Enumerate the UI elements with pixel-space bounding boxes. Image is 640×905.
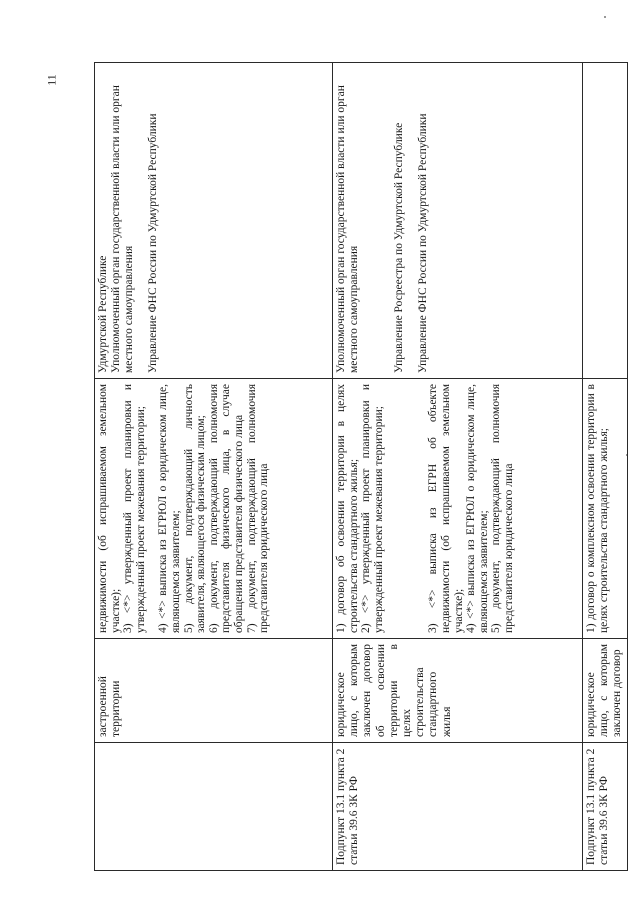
applicant-text: юридическое лицо, с которым заключен договор об освоении территории в целях строительства стандартного жилья xyxy=(335,644,453,737)
documents-table xyxy=(94,62,628,871)
documents-cell xyxy=(583,379,628,639)
sources-cell xyxy=(583,63,628,379)
document-item: недвижимости (об испрашиваемом земельном участке); xyxy=(97,384,122,633)
source-item: Удмуртской Республике xyxy=(97,255,109,373)
document-item: 6) документ, подтверждающий полномочия представителя физического лица, в случае обращения представителя физического лица xyxy=(207,384,245,633)
sources-cell xyxy=(333,63,583,379)
spacer xyxy=(407,68,417,373)
applicant-cell xyxy=(333,639,583,743)
scan-speck xyxy=(604,16,606,18)
page-number-text: 11 xyxy=(44,74,59,86)
source-item: Управление ФНС России по Удмуртской Республики xyxy=(146,113,159,373)
applicant-text: застроенной территории xyxy=(97,676,123,737)
basis-cell xyxy=(333,743,583,871)
document-item: 4) <*> выписка из ЕГРЮЛ о юридическом лице, являющемся заявителем; xyxy=(157,384,182,633)
document-item: 4) <*> выписка из ЕГРЮЛ о юридическом лице, являющемся заявителем; xyxy=(465,384,490,633)
source-item: Уполномоченный орган государственной власти или орган местного самоуправления xyxy=(110,85,136,373)
document-item: 1) договор о комплексном освоении территории в целях строительства стандартного жилья; xyxy=(585,384,610,633)
document-item: 5) документ, подтверждающий личность заявителя, являющегося физическим лицом; xyxy=(182,384,208,633)
spacer xyxy=(147,384,157,633)
table-row xyxy=(333,63,583,871)
applicant-text: юридическое лицо, с которым заключен договор xyxy=(585,644,624,737)
basis-text: Подпункт 13.1 пункта 2 статьи 39.6 ЗК РФ xyxy=(335,748,361,865)
source-item: Управление Росреестра по Удмуртской Республике xyxy=(393,122,406,373)
source-item: Уполномоченный орган государственной власти или орган местного самоуправления xyxy=(335,85,361,373)
document-item: 2) <*> утвержденный проект планировки и утвержденный проект межевания территории; xyxy=(360,384,385,633)
applicant-cell xyxy=(95,639,333,743)
table-row xyxy=(583,63,628,871)
applicant-cell xyxy=(583,639,628,743)
documents-table-rotated xyxy=(94,63,624,871)
documents-cell xyxy=(333,379,583,639)
spacer xyxy=(137,68,147,373)
table-row xyxy=(95,63,333,871)
document-item: 1) договор об освоении территории в целях строительства стандартного жилья; xyxy=(335,384,360,633)
spacer xyxy=(361,68,393,373)
spacer xyxy=(385,384,427,633)
page-number xyxy=(40,60,64,100)
basis-cell xyxy=(95,743,333,871)
basis-cell xyxy=(583,743,628,871)
document-item: 3) <*> утвержденный проект планировки и утвержденный проект межевания территории; xyxy=(122,384,147,633)
sources-cell xyxy=(95,63,333,379)
documents-cell xyxy=(95,379,333,639)
document-item: 7) документ, подтверждающий полномочия представителя юридического лица xyxy=(245,384,271,633)
basis-text: Подпункт 13.1 пункта 2 статьи 39.6 ЗК РФ xyxy=(585,748,611,865)
document-item: 5) документ, подтверждающий полномочия представителя юридического лица xyxy=(490,384,515,633)
document-item: 3) <*> выписка из ЕГРН об объекте недвижимости (об испрашиваемом земельном участке); xyxy=(427,384,465,633)
source-item: Управление ФНС России по Удмуртской Республики xyxy=(416,113,429,373)
